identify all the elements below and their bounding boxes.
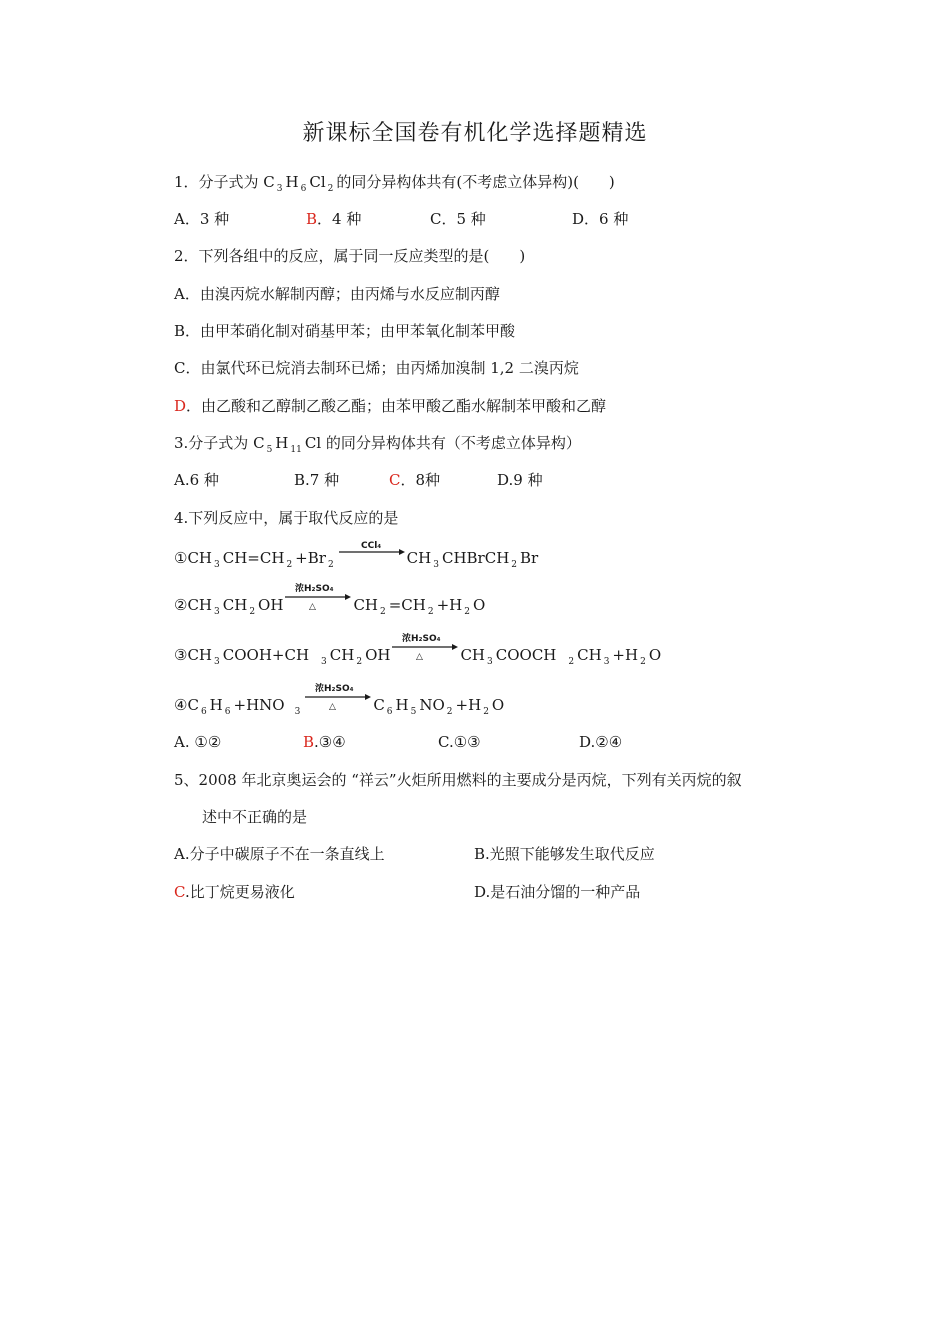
q1-stem: 1．分子式为 C $_3$ H $_6$ Cl $_2$ 的同分异构体共有(不考虑立体异构)( ) [174,173,615,194]
condition-bottom: △ [309,602,317,612]
condition-top: CCl₄ [360,541,381,551]
q5-stem-line-1: 5、2008 年北京奥运会的 “祥云”火炬所用燃料的主要成分是丙烷，下列有关丙烷的叙 [174,771,742,789]
q5-option-a: A.分子中碳原子不在一条直线上 [174,845,385,863]
answer-mark: C [389,471,401,489]
q2-option-d: D．由乙酸和乙醇制乙酸乙酯；由苯甲酸乙酯水解制苯甲酸和乙醇 [174,397,607,415]
q3-option-a: A.6 种 [174,471,219,489]
reaction-arrow [305,684,371,716]
condition-bottom: △ [416,652,424,662]
q4-reaction-1: ①CH $_3$ CH=CH $_2$ +Br $_2$ CCl₄ CH $_3$ CHBrCH $_2$ Br [174,541,539,570]
condition-top: 浓H₂SO₄ [295,584,334,594]
q2-option-b: B．由甲苯硝化制对硝基甲苯；由甲苯氧化制苯甲酸 [174,322,516,340]
reaction-arrow [339,541,405,569]
q1-option-d: D．6 种 [572,210,629,228]
reaction-arrow [392,634,458,666]
answer-mark: D [174,397,187,415]
condition-top: 浓H₂SO₄ [315,684,354,694]
q5-stem-line-2: 述中不正确的是 [202,808,308,826]
q5-option-c: C.比丁烷更易液化 [174,883,295,901]
condition-bottom: △ [329,702,337,712]
q3-stem: 3.分子式为 C $_5$ H $_{11}$ Cl 的同分异构体共有（不考虑立体异构） [174,434,581,455]
q4-option-b: B.③④ [303,733,346,751]
q5-option-d: D.是石油分馏的一种产品 [474,883,641,901]
answer-mark: C [174,883,185,901]
q4-option-c: C.①③ [438,733,481,751]
q2-stem: 2．下列各组中的反应，属于同一反应类型的是( ) [174,247,526,265]
q4-reaction-2: ②CH $_3$ CH $_2$ OH 浓H₂SO₄ △ CH $_2$ =CH $_2$ +H $_2$ O [174,584,486,617]
q2-option-c: C．由氯代环已烷消去制环已烯；由丙烯加溴制 1,2 二溴丙烷 [174,359,579,377]
q4-reaction-3: ③CH $_3$ COOH+CH $_3$ CH $_2$ OH 浓H₂SO₄ △ CH $_3$ COOCH $_2$ CH $_3$ +H $_2$ O [174,634,662,667]
q4-stem: 4.下列反应中，属于取代反应的是 [174,509,399,527]
answer-mark: B [306,210,318,228]
q4-reaction-4: ④C $_6$ H $_6$ +HNO $_3$ 浓H₂SO₄ △ C $_6$ H $_5$ NO $_2$ +H $_2$ O [174,684,505,717]
q2-option-a: A．由溴丙烷水解制丙醇；由丙烯与水反应制丙醇 [174,285,500,303]
reaction-arrow [285,584,351,616]
q4-option-a: A. ①② [174,733,222,751]
q5-option-b: B.光照下能够发生取代反应 [474,845,655,863]
q1-option-a: A．3 种 [174,210,230,228]
q4-option-d: D.②④ [579,733,623,751]
q1-option-c: C．5 种 [430,210,486,228]
q3-option-d: D.9 种 [497,471,543,489]
q3-option-b: B.7 种 [294,471,340,489]
q1-option-b: B．4 种 [306,210,362,228]
condition-top: 浓H₂SO₄ [402,634,442,644]
answer-mark: B [303,733,315,751]
q3-option-c: C．8种 [389,471,441,489]
page-title: 新课标全国卷有机化学选择题精选 [302,121,648,146]
